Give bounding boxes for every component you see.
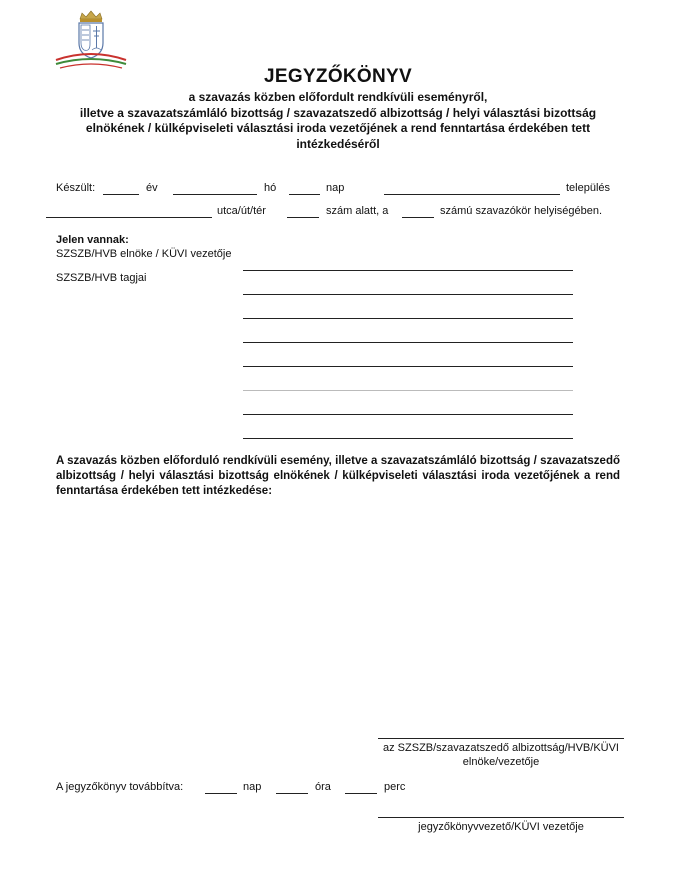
recorder-signature-caption: jegyzőkönyvvezető/KÜVI vezetője [418, 821, 584, 833]
telepules-label: település [566, 182, 611, 194]
forward-hour-field[interactable] [276, 793, 308, 794]
szam-alatt-label: szám alatt, a [326, 205, 389, 217]
chair-signature-line[interactable] [378, 738, 624, 739]
utca-label: utca/út/tér [217, 205, 266, 217]
forward-ora-label: óra [315, 781, 331, 793]
document-title: JEGYZŐKÖNYV [264, 66, 412, 87]
forward-nap-label: nap [243, 781, 262, 793]
szavazokor-label: számú szavazókör helyiségében. [440, 205, 603, 217]
member-field[interactable] [243, 390, 573, 391]
forward-perc-label: perc [384, 781, 406, 793]
nap-label: nap [326, 182, 345, 194]
tovabbitva-label: A jegyzőkönyv továbbítva: [56, 781, 184, 793]
member-field[interactable] [243, 318, 573, 319]
member-field[interactable] [243, 414, 573, 415]
house-number-field[interactable] [287, 217, 319, 218]
ho-label: hó [264, 182, 277, 194]
caption-line: elnöke/vezetője [462, 756, 540, 768]
recorder-signature-line[interactable] [378, 817, 624, 818]
street-field[interactable] [46, 217, 212, 218]
member-field[interactable] [243, 294, 573, 295]
chair-signature-caption [378, 741, 624, 769]
member-field[interactable] [243, 342, 573, 343]
subtitle-line: intézkedéséről [296, 136, 380, 151]
caption-line: az SZSZB/szavazatszedő albizottság/HVB/KÜVI [383, 742, 619, 754]
subtitle-line: illetve a szavazatszámláló bizottság / szavazatszedő albizottság / helyi választási bizottság [79, 105, 597, 120]
member-field[interactable] [243, 366, 573, 367]
chair-name-field[interactable] [243, 270, 573, 271]
settlement-field[interactable] [384, 194, 560, 195]
tagjai-label: SZSZB/HVB tagjai [56, 272, 147, 284]
keszult-label: Készült: [56, 182, 96, 194]
document-subtitle [40, 90, 636, 152]
elnok-label: SZSZB/HVB elnöke / KÜVI vezetője [56, 248, 232, 260]
member-field[interactable] [243, 438, 573, 439]
month-field[interactable] [173, 194, 257, 195]
polling-district-field[interactable] [402, 217, 434, 218]
forward-day-field[interactable] [205, 793, 237, 794]
jelen-heading: Jelen vannak: [56, 234, 129, 246]
day-field[interactable] [289, 194, 320, 195]
year-field[interactable] [103, 194, 139, 195]
forward-minute-field[interactable] [345, 793, 377, 794]
subtitle-line: elnökének / külképviseleti választási iroda vezetőjének a rend fenntartása érdekében tett [85, 121, 591, 135]
coat-of-arms-logo [52, 10, 130, 72]
measures-paragraph: A szavazás közben előforduló rendkívüli esemény, illetve a szavazatszámláló bizottság / szavazatszedő albizottság / helyi választási bizottság elnökének / külképviseleti választási iroda vezetőjének a rend fenntartása érdekében tett intézkedése: [56, 455, 620, 497]
subtitle-line: a szavazás közben előfordult rendkívüli eseményről, [188, 90, 488, 104]
ev-label: év [146, 182, 158, 194]
